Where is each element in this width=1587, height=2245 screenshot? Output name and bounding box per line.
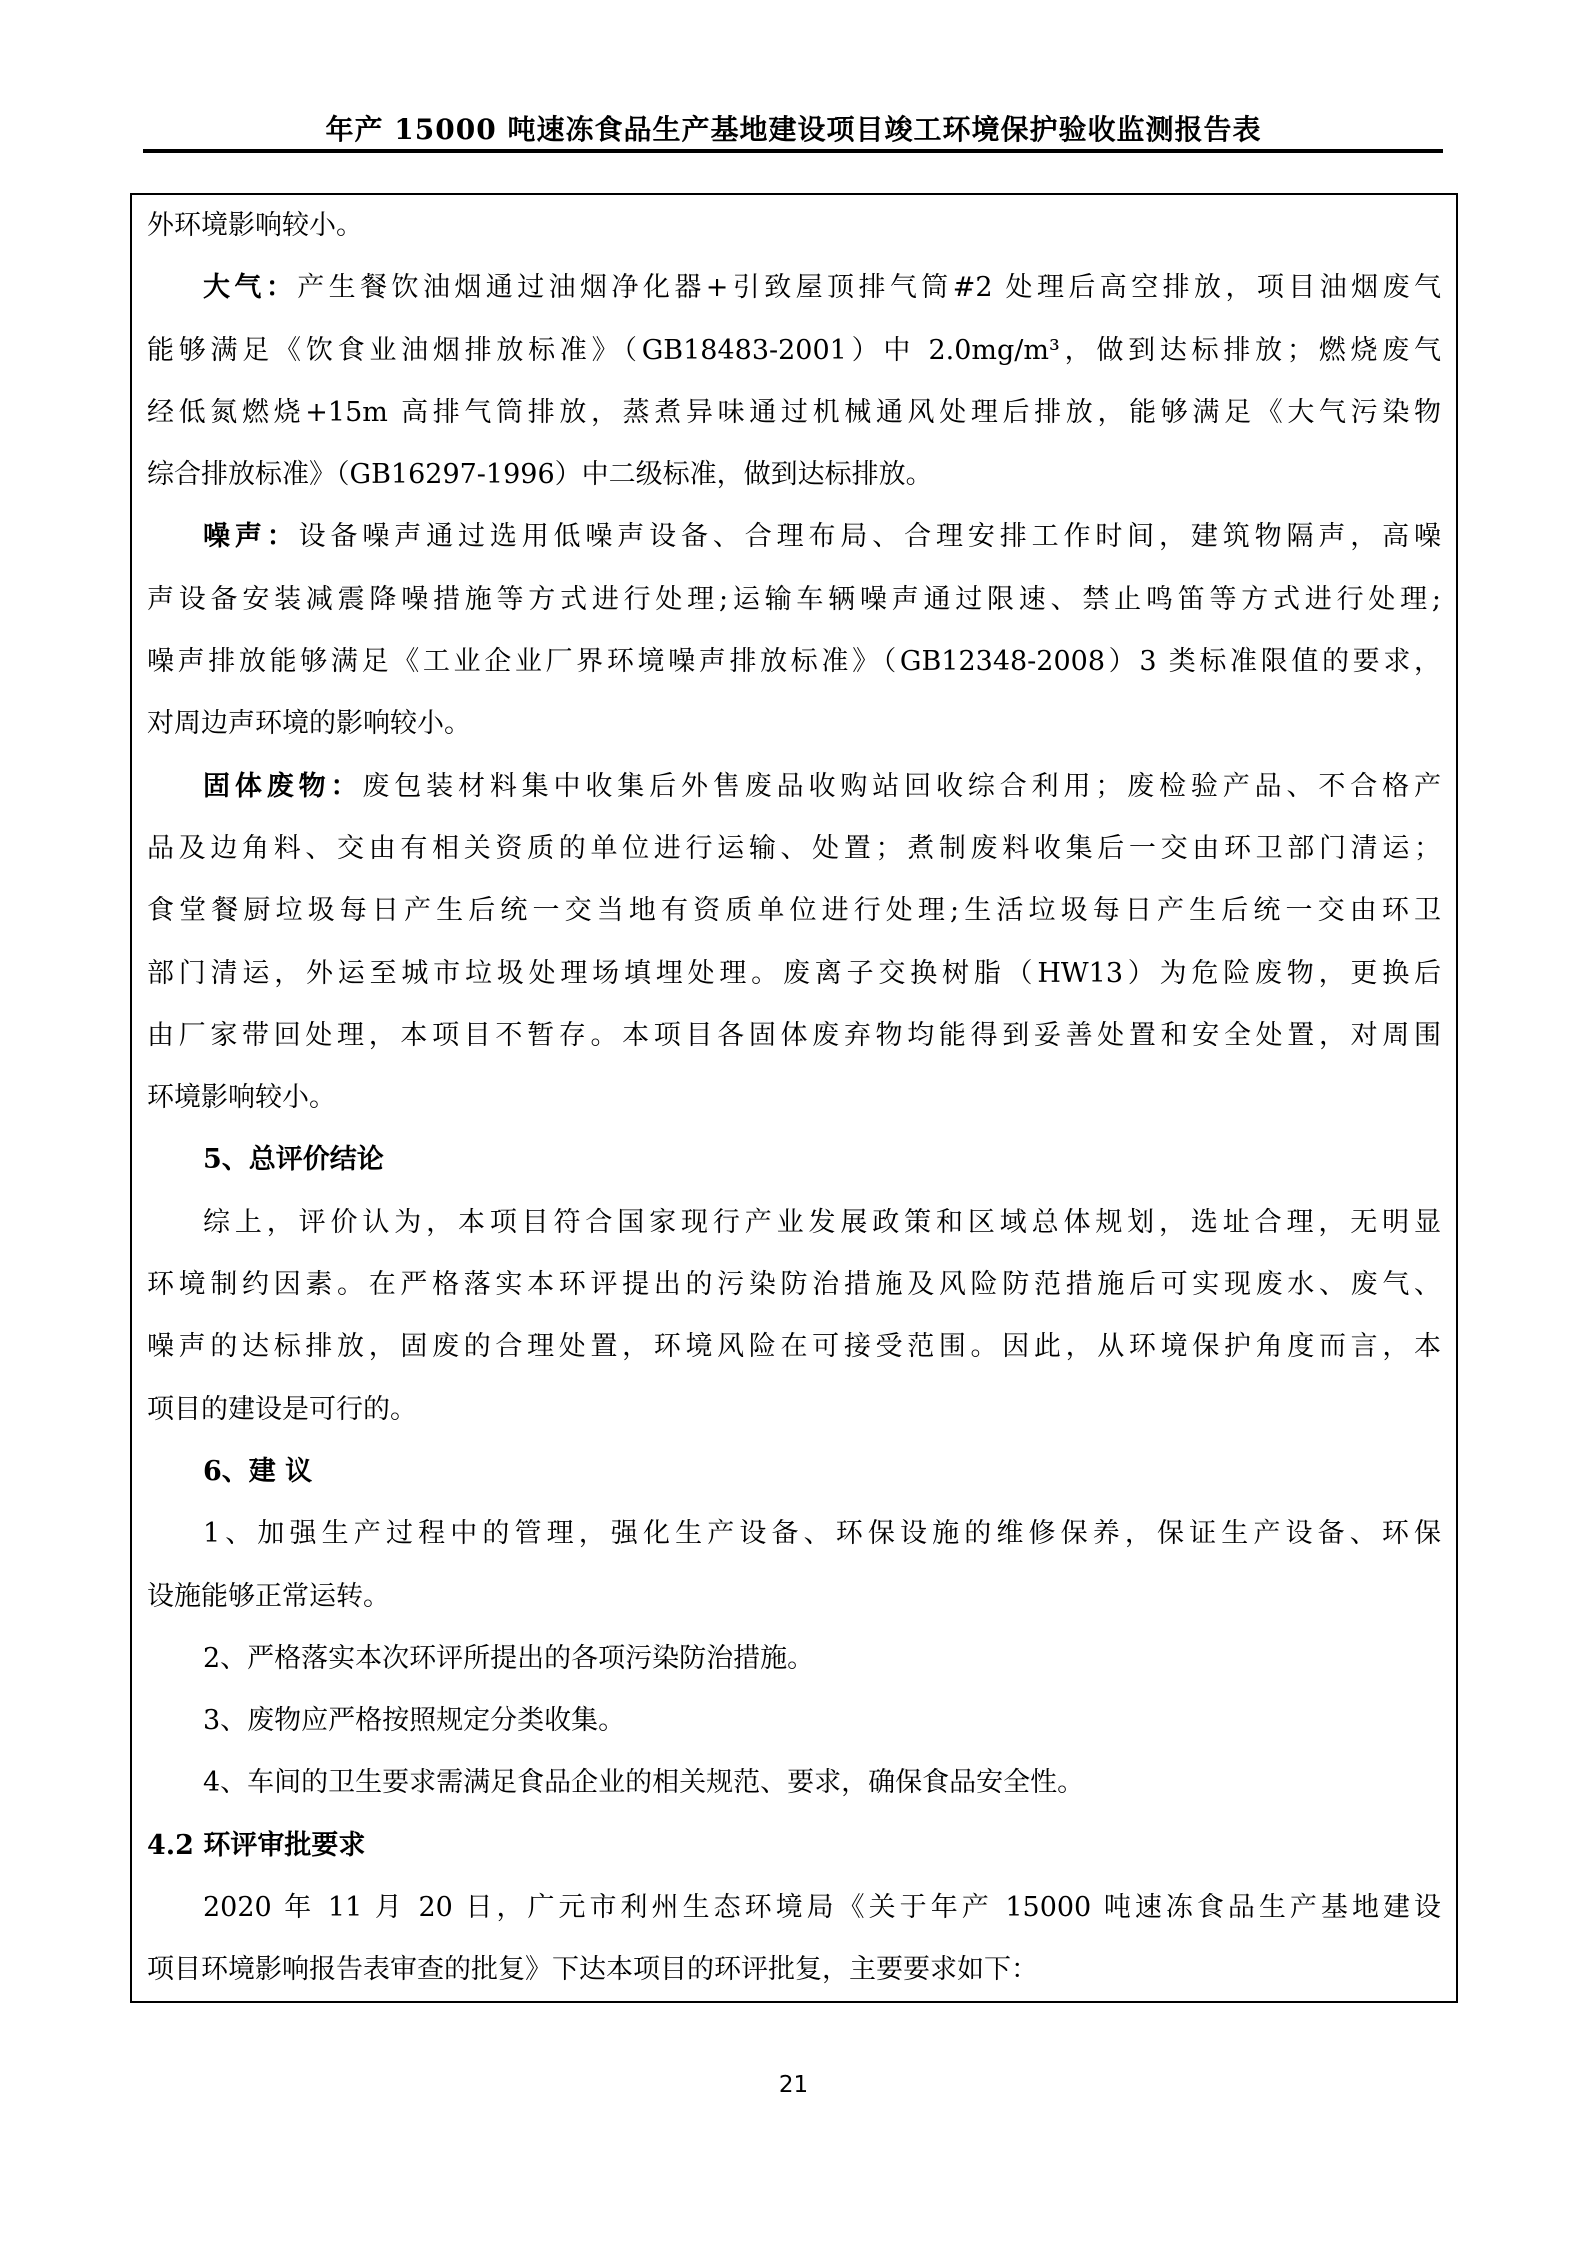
body-text: 1、加强生产过程中的管理，强化生产设备、环保设施的维修保养，保证生产设备、环保	[203, 1518, 1441, 1550]
text-line	[147, 1254, 1441, 1316]
text-line	[147, 1129, 1441, 1191]
text-line	[147, 631, 1441, 693]
body-text: 经低氮燃烧+15m 高排气筒排放，蒸煮异味通过机械通风处理后排放，能够满足《大气污染物	[147, 396, 1441, 428]
text-line	[147, 818, 1441, 880]
text-line	[147, 444, 1441, 506]
body-text: 由厂家带回处理，本项目不暂存。本项目各固体废弃物均能得到妥善处置和安全处置，对周围	[147, 1019, 1441, 1051]
body-text: 品及边角料、交由有相关资质的单位进行运输、处置；煮制废料收集后一交由环卫部门清运；	[147, 832, 1441, 864]
body-text: 部门清运，外运至城市垃圾处理场填埋处理。废离子交换树脂（HW13）为危险废物，更换后	[147, 957, 1441, 989]
text-line	[147, 257, 1441, 319]
body-text: 产生餐饮油烟通过油烟净化器+引致屋顶排气筒#2 处理后高空排放，项目油烟废气	[297, 272, 1441, 304]
text-line	[147, 1690, 1441, 1752]
header-rule	[143, 149, 1443, 153]
text-line	[147, 506, 1441, 568]
heading-text: 大气：	[203, 272, 298, 304]
text-line	[147, 195, 1441, 257]
text-line	[147, 756, 1441, 818]
heading-text: 5、总评价结论	[203, 1144, 384, 1176]
body-text: 综上，评价认为，本项目符合国家现行产业发展政策和区域总体规划，选址合理，无明显	[203, 1206, 1441, 1238]
text-line	[147, 943, 1441, 1005]
text-line	[147, 569, 1441, 631]
text-line	[147, 1815, 1441, 1877]
heading-text: 4.2 环评审批要求	[147, 1829, 366, 1861]
text-line	[147, 1939, 1441, 2001]
text-line	[147, 1752, 1441, 1814]
text-line	[147, 1316, 1441, 1378]
text-line	[147, 1379, 1441, 1441]
body-text: 外环境影响较小。	[147, 210, 363, 241]
text-line	[147, 1005, 1441, 1067]
body-text: 对周边声环境的影响较小。	[147, 708, 471, 740]
heading-text: 6、建 议	[203, 1455, 313, 1487]
body-text: 3、废物应严格按照规定分类收集。	[203, 1705, 626, 1737]
text-line	[147, 1503, 1441, 1565]
text-line	[147, 1192, 1441, 1254]
text-line	[147, 1067, 1441, 1129]
body-text: 4、车间的卫生要求需满足食品企业的相关规范、要求，确保食品安全性。	[203, 1767, 1085, 1799]
body-text: 能够满足《饮食业油烟排放标准》（GB18483-2001）中 2.0mg/m³，做到达标排放；燃烧废气	[147, 334, 1441, 366]
text-line	[147, 880, 1441, 942]
body-text: 噪声排放能够满足《工业企业厂界环境噪声排放标准》（GB12348-2008）3 类标准限值的要求，	[147, 646, 1441, 678]
body-text: 环境影响较小。	[147, 1082, 336, 1114]
text-line	[147, 693, 1441, 755]
body-text: 废包装材料集中收集后外售废品收购站回收综合利用；废检验产品、不合格产	[362, 770, 1441, 802]
text-line	[147, 1441, 1441, 1503]
heading-text: 噪声：	[203, 521, 299, 553]
body-text: 设施能够正常运转。	[147, 1580, 390, 1612]
body-text: 环境制约因素。在严格落实本环评提出的污染防治措施及风险防范措施后可实现废水、废气、	[147, 1269, 1441, 1301]
content-box	[130, 193, 1458, 2003]
body-text: 噪声的达标排放，固废的合理处置，环境风险在可接受范围。因此，从环境保护角度而言，本	[147, 1331, 1441, 1363]
body-text: 设备噪声通过选用低噪声设备、合理布局、合理安排工作时间，建筑物隔声，高噪	[298, 521, 1441, 553]
body-text: 2020 年 11 月 20 日，广元市利州生态环境局《关于年产 15000 吨速冻食品生产基地建设	[203, 1892, 1441, 1924]
page-number: 21	[778, 2072, 809, 2098]
text-line	[147, 1877, 1441, 1939]
body-text: 食堂餐厨垃圾每日产生后统一交当地有资质单位进行处理;生活垃圾每日产生后统一交由环卫	[147, 895, 1441, 927]
text-line	[147, 320, 1441, 382]
text-line	[147, 1566, 1441, 1628]
body-text: 声设备安装减震降噪措施等方式进行处理;运输车辆噪声通过限速、禁止鸣笛等方式进行处理;	[147, 583, 1441, 615]
body-text: 项目的建设是可行的。	[147, 1393, 417, 1425]
body-text: 2、严格落实本次环评所提出的各项污染防治措施。	[203, 1642, 815, 1674]
report-header-title: 年产 15000 吨速冻食品生产基地建设项目竣工环境保护验收监测报告表	[325, 113, 1262, 146]
text-line	[147, 382, 1441, 444]
text-line	[147, 1628, 1441, 1690]
body-text: 项目环境影响报告表审查的批复》下达本项目的环评批复，主要要求如下：	[147, 1954, 1038, 1986]
body-text: 综合排放标准》（GB16297-1996）中二级标准，做到达标排放。	[147, 459, 933, 491]
heading-text: 固体废物：	[203, 770, 363, 802]
